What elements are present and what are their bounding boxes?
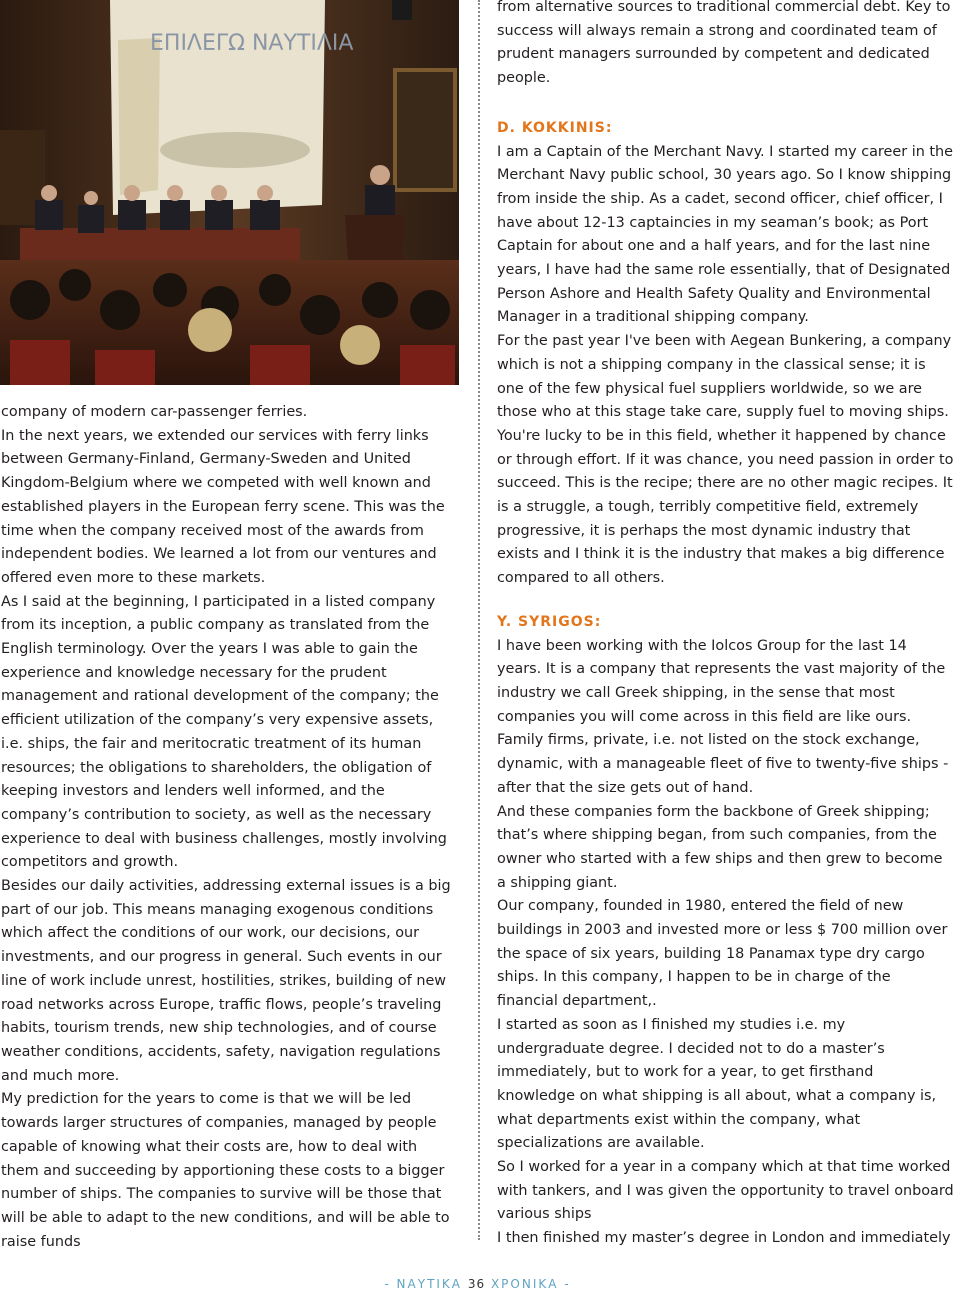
footer-right: ΧΡΟΝΙΚΑ - — [490, 1277, 571, 1291]
paragraph: For the past year I've been with Aegean Bunkering, a company which is not a shipping company in the classical sense; it is one of the few physical fuel suppliers worldwide, so we are those who at this stage take care, supply fuel to moving ships. You're lucky to be in this field, whether it happened by chance or through effort. If it was chance, you need passion in order to succeed. This is the recipe; there are no other magic recipes. It is a struggle, a tough, terribly competitive field, extremely progressive, it is perhaps the most dynamic industry that exists and I think it is the industry that makes a big difference compared to all others. — [497, 333, 954, 587]
paragraph: As I said at the beginning, I participated in a listed company from its inception, a public company as translated from the English terminology. Over the years I was able to gain the experience and knowledge necessary for the prudent management and rational development of the company; the efficient utilization of the company’s very expensive assets, i.e. ships, the fair and meritocratic treatment of its human resources; the obligations to shareholders, the obligation of keeping investors and lenders well informed, and the company’s contribution to society, as well as the necessary experience to deal with business challenges, mostly involving competitors and growth. — [1, 593, 447, 871]
paragraph: In the next years, we extended our services with ferry links between Germany-Finland, Germany-Sweden and United Kingdom-Belgium where we competed with well known and established players in the European ferry scene. This was the time when the company received most of the awards from independent bodies. We learned a lot from our ventures and offered even more to these markets. — [1, 427, 445, 586]
paragraph: I started as soon as I finished my studies i.e. my undergraduate degree. I decided not to do a master’s immediately, but to work for a year, to get firsthand knowledge on what shipping is all about, what a company is, what departments exist within the company, what specializations are available. — [497, 1016, 937, 1152]
page-number: 36 — [467, 1277, 486, 1291]
screen-title: ΕΠΙΛΕΓΩ ΝΑΥΤΙΛΙΑ — [150, 31, 354, 56]
paragraph: Besides our daily activities, addressing external issues is a big part of our job. This means managing exogenous conditions which affect the conditions of our work, our decisions, our investments, and our progress in general. Such events in our line of work include unrest, hostilities, strikes, building of new road networks across Europe, traffic flows, people’s traveling habits, tourism trends, new ship technologies, and of course weather conditions, accidents, safety, navigation regulations and much more. — [1, 878, 451, 1084]
right-column — [497, 0, 955, 1251]
column-divider — [478, 0, 480, 1240]
speaker-heading-syrigos: Y. SYRIGOS: — [497, 613, 602, 630]
paragraph: I am a Captain of the Merchant Navy. I started my career in the Merchant Navy public school, 30 years ago. So I know shipping from inside the ship. As a cadet, second officer, chief officer, I have about 12-13 captaincies in my seaman’s book; as Port Captain for about one and a half years, and for the last nine years, I have had the same role essentially, that of Designated Person Ashore and Health Safety Quality and Environmental Manager in a traditional shipping company. — [497, 143, 954, 326]
paragraph: company of modern car-passenger ferries. — [1, 404, 308, 420]
paragraph: My prediction for the years to come is that we will be led towards larger structures of companies, managed by people capable of knowing what their costs are, how to deal with them and succeeding by apportioning these costs to a bigger number of ships. The companies to survive will be those that will be able to adapt to the new conditions, and will be able to raise funds — [1, 1091, 450, 1250]
paragraph: And these companies form the backbone of Greek shipping; that’s where shipping began, from such companies, from the owner who started with a few ships and then grew to become a shipping giant. — [497, 803, 943, 891]
paragraph: So I worked for a year in a company which at that time worked with tankers, and I was given the opportunity to travel onboard various ships — [497, 1159, 954, 1223]
paragraph: I have been working with the Iolcos Group for the last 14 years. It is a company that represents the vast majority of the industry we call Greek shipping, in the sense that most companies you will come across in this field are like ours. Family firms, private, i.e. not listed on the stock exchange, dynamic, with a manageable fleet of five to twenty-five ships - after that the size gets out of hand. — [497, 637, 949, 796]
footer-left: - ΝΑΥΤΙΚΑ — [384, 1277, 463, 1291]
left-column — [1, 401, 458, 1254]
conference-photo — [0, 0, 459, 385]
page-footer — [0, 1277, 955, 1291]
paragraph: from alternative sources to traditional commercial debt. Key to success will always remain a strong and coordinated team of prudent managers surrounded by competent and dedicated people. — [497, 0, 951, 87]
paragraph: Our company, founded in 1980, entered the field of new buildings in 2003 and invested more or less $ 700 million over the space of six years, building 18 Panamax type dry cargo ships. In this company, I happen to be in charge of the financial department,. — [497, 898, 948, 1010]
paragraph: I then finished my master’s degree in London and immediately — [497, 1230, 951, 1247]
speaker-heading-kokkinis: D. KOKKINIS: — [497, 119, 613, 136]
